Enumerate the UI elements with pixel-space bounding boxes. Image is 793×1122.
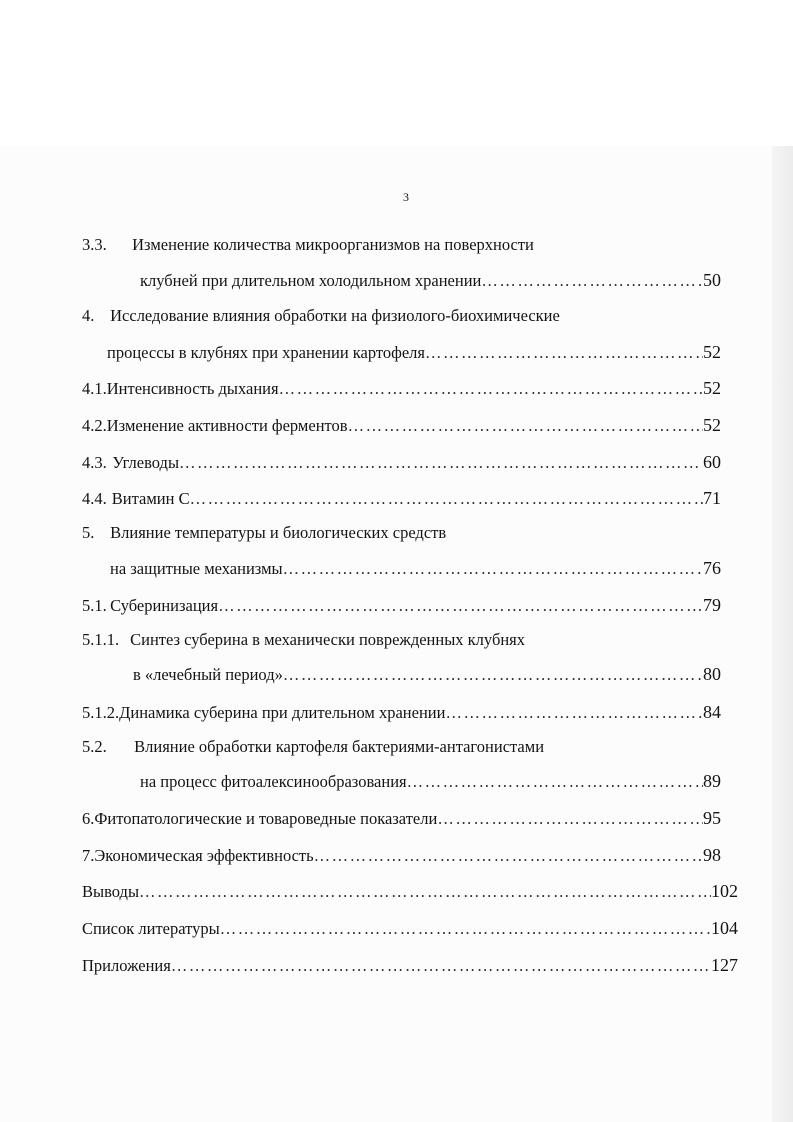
toc-page-number: 98 bbox=[703, 845, 721, 865]
toc-number: 4.3. bbox=[82, 453, 107, 472]
toc-number: 5.1. bbox=[82, 596, 107, 615]
toc-leader-dots bbox=[481, 269, 703, 292]
toc-page-number: 76 bbox=[703, 558, 721, 578]
toc-page-number: 60 bbox=[703, 452, 721, 472]
toc-leader-dots bbox=[179, 451, 703, 474]
toc-number: 4.1. bbox=[82, 379, 107, 398]
toc-line-5-2 bbox=[82, 735, 544, 759]
toc-line-5-1-1 bbox=[82, 628, 525, 652]
toc-title: Исследование влияния обработки на физиолого-биохимические bbox=[110, 306, 560, 325]
toc-line-4-1 bbox=[82, 376, 721, 400]
toc-line-4-3 bbox=[82, 450, 721, 474]
toc-line-appendices bbox=[82, 953, 738, 977]
toc-leader-dots bbox=[220, 917, 711, 940]
toc-leader-dots bbox=[218, 594, 703, 617]
toc-title: Приложения bbox=[82, 956, 171, 975]
toc-leader-dots bbox=[314, 844, 703, 867]
toc-title: Динамика суберина при длительном хранении bbox=[119, 703, 446, 722]
toc-title: в «лечебный период» bbox=[133, 665, 283, 684]
toc-page-number: 104 bbox=[711, 918, 738, 938]
toc-line-5-cont bbox=[110, 556, 721, 580]
toc-number: 5.2. bbox=[82, 737, 107, 756]
toc-title: Выводы bbox=[82, 882, 140, 901]
toc-number: 4.2. bbox=[82, 416, 107, 435]
toc-title: Витамин С bbox=[111, 489, 190, 508]
toc-title: Влияние обработки картофеля бактериями-антагонистами bbox=[134, 737, 545, 756]
toc-page-number: 50 bbox=[703, 270, 721, 290]
toc-leader-dots bbox=[279, 377, 703, 400]
toc-title: на процесс фитоалексинообразования bbox=[140, 772, 407, 791]
toc-title: Углеводы bbox=[112, 453, 180, 472]
toc-leader-dots bbox=[348, 414, 703, 437]
toc-title: Влияние температуры и биологических средств bbox=[110, 523, 447, 542]
toc-title: Экономическая эффективность bbox=[94, 846, 314, 865]
toc-leader-dots bbox=[407, 770, 703, 793]
toc-line-4 bbox=[82, 304, 560, 328]
toc-line-3-3 bbox=[82, 233, 534, 257]
toc-page-number: 52 bbox=[703, 415, 721, 435]
toc-leader-dots bbox=[425, 341, 703, 364]
toc-number: 5.1.1. bbox=[82, 630, 120, 649]
toc-number: 6. bbox=[82, 809, 95, 828]
toc-leader-dots bbox=[171, 954, 711, 977]
toc-title: процессы в клубнях при хранении картофеля bbox=[107, 343, 425, 362]
scan-top-margin bbox=[0, 0, 793, 146]
toc-page-number: 52 bbox=[703, 342, 721, 362]
toc-title: Изменение активности ферментов bbox=[106, 416, 348, 435]
toc-title: Изменение количества микроорганизмов на поверхности bbox=[132, 235, 534, 254]
toc-leader-dots bbox=[283, 663, 703, 686]
toc-title: Фитопатологические и товароведные показатели bbox=[94, 809, 438, 828]
toc-number: 4.4. bbox=[82, 489, 107, 508]
toc-page-number: 79 bbox=[703, 595, 721, 615]
toc-page-number: 89 bbox=[703, 771, 721, 791]
toc-leader-dots bbox=[139, 880, 711, 903]
toc-line-conclusions bbox=[82, 879, 738, 903]
toc-number: 3.3. bbox=[82, 235, 107, 254]
toc-line-4-cont bbox=[107, 340, 721, 364]
page-number: 3 bbox=[403, 190, 409, 204]
toc-page-number: 80 bbox=[703, 664, 721, 684]
toc-title: клубней при длительном холодильном хранении bbox=[140, 271, 482, 290]
toc-number: 5.1.2. bbox=[82, 703, 120, 722]
toc-title: на защитные механизмы bbox=[110, 559, 283, 578]
toc-line-5-1 bbox=[82, 593, 721, 617]
toc-title: Суберинизация bbox=[110, 596, 219, 615]
toc-leader-dots bbox=[283, 557, 703, 580]
toc-line-3-3-cont bbox=[140, 268, 721, 292]
toc-page-number: 127 bbox=[711, 955, 738, 975]
toc-line-4-4 bbox=[82, 486, 721, 510]
toc-number: 7. bbox=[82, 846, 95, 865]
toc-line-5-2-cont bbox=[140, 769, 721, 793]
toc-title: Список литературы bbox=[82, 919, 220, 938]
toc-leader-dots bbox=[445, 701, 703, 724]
toc-line-5-1-1-cont bbox=[133, 662, 721, 686]
toc-number: 4. bbox=[82, 306, 95, 325]
toc-page-number: 102 bbox=[711, 881, 738, 901]
toc-line-6 bbox=[82, 806, 721, 830]
scan-right-edge bbox=[772, 146, 793, 1122]
toc-number: 5. bbox=[82, 523, 95, 542]
toc-line-5-1-2 bbox=[82, 700, 721, 724]
toc-page-number: 95 bbox=[703, 808, 721, 828]
toc-page-number: 52 bbox=[703, 378, 721, 398]
toc-title: Интенсивность дыхания bbox=[106, 379, 279, 398]
toc-leader-dots bbox=[437, 807, 703, 830]
toc-line-7 bbox=[82, 843, 721, 867]
toc-line-5 bbox=[82, 521, 446, 545]
toc-line-4-2 bbox=[82, 413, 721, 437]
toc-page-number: 84 bbox=[703, 702, 721, 722]
toc-leader-dots bbox=[190, 487, 703, 510]
toc-page-number: 71 bbox=[703, 488, 721, 508]
toc-line-references bbox=[82, 916, 738, 940]
toc-title: Синтез суберина в механически поврежденных клубнях bbox=[130, 630, 526, 649]
